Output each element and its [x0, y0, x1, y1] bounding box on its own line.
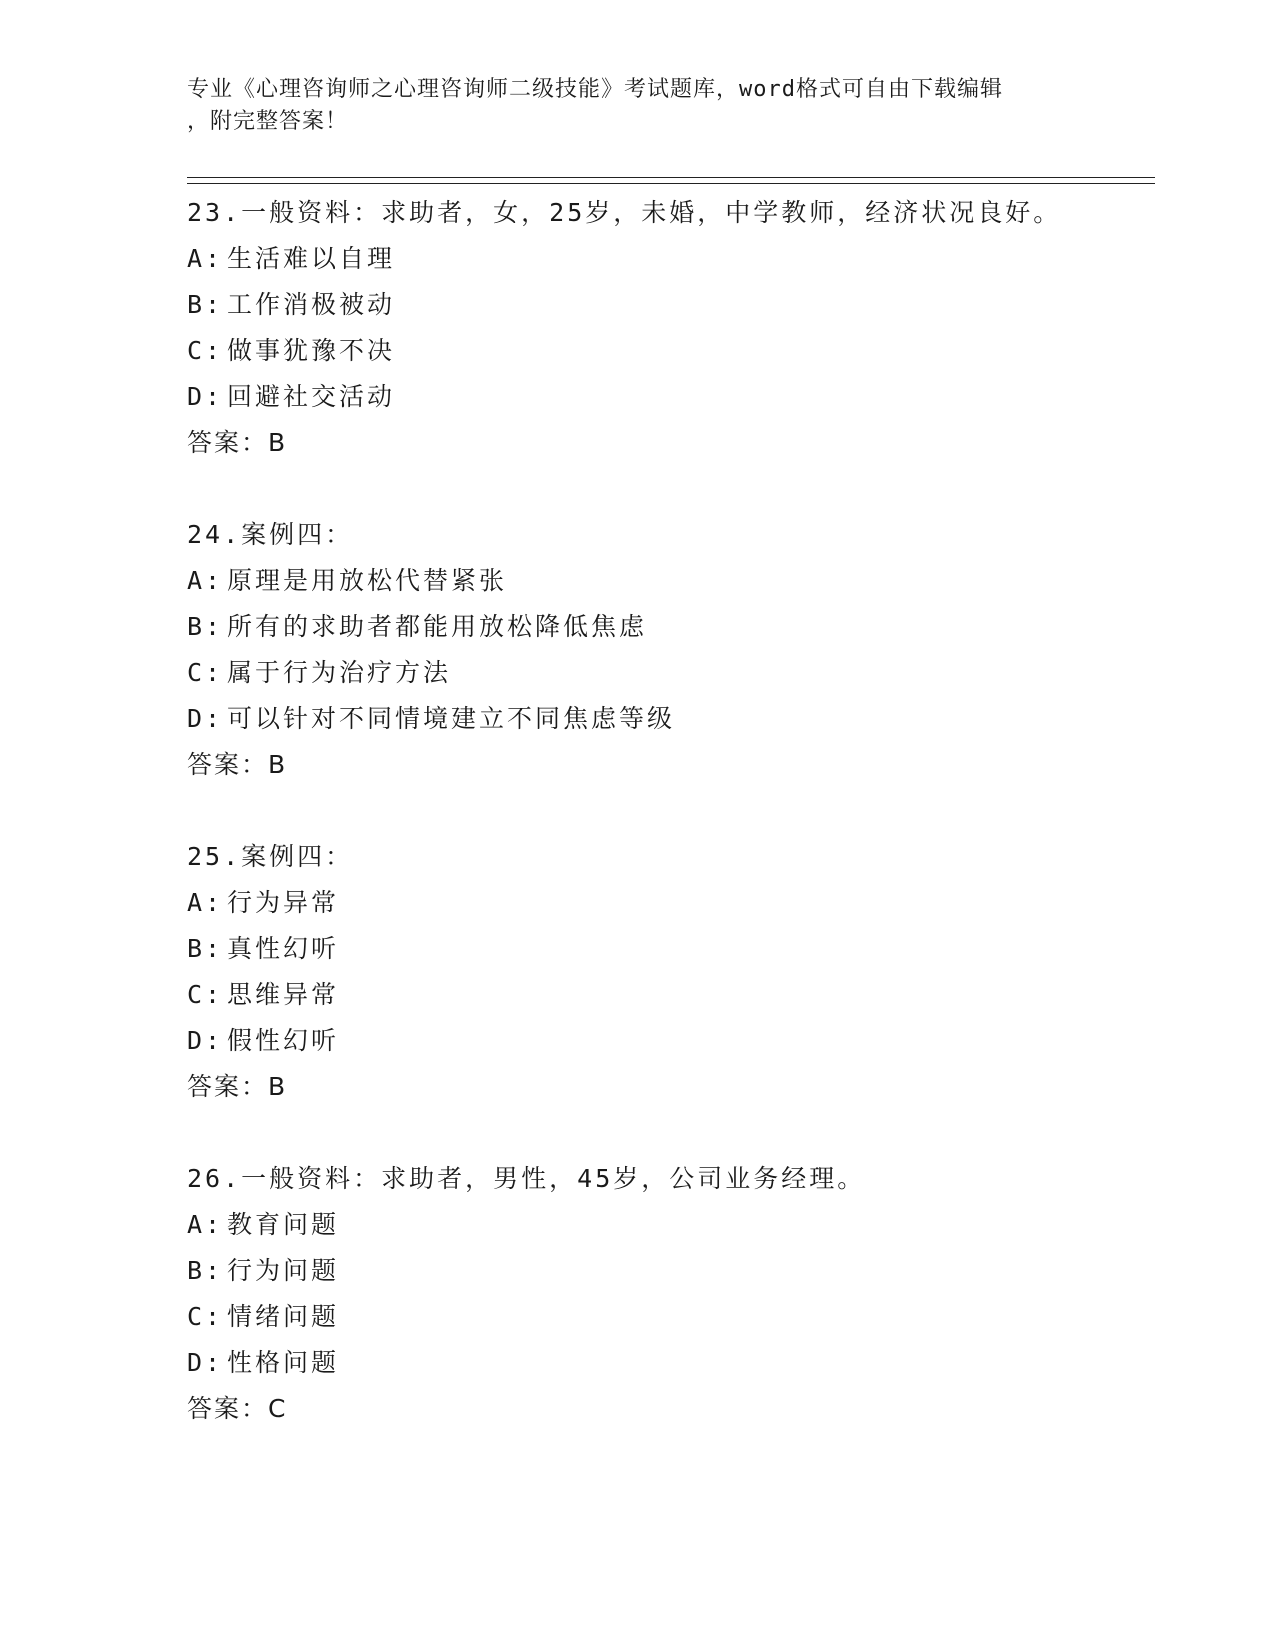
option-letter: A: — [187, 244, 224, 273]
header-divider-bottom — [187, 183, 1155, 184]
option-text: 行为问题 — [227, 1256, 340, 1285]
option-letter: C: — [187, 658, 224, 687]
option-a — [187, 558, 1147, 604]
question-item — [187, 512, 1147, 788]
document-header — [187, 74, 1077, 138]
question-item — [187, 834, 1147, 1110]
option-text: 行为异常 — [227, 888, 340, 917]
option-text: 可以针对不同情境建立不同焦虑等级 — [227, 704, 676, 733]
option-letter: A: — [187, 566, 224, 595]
header-line-1: 专业《心理咨询师之心理咨询师二级技能》考试题库，word格式可自由下载编辑 — [187, 77, 1003, 102]
option-text: 做事犹豫不决 — [227, 336, 396, 365]
option-letter: A: — [187, 1210, 224, 1239]
header-divider-top — [187, 177, 1155, 178]
option-text: 情绪问题 — [227, 1302, 340, 1331]
option-a — [187, 236, 1147, 282]
option-text: 真性幻听 — [227, 934, 340, 963]
option-b — [187, 604, 1147, 650]
option-c — [187, 328, 1147, 374]
question-list — [187, 190, 1147, 1478]
option-letter: D: — [187, 1026, 224, 1055]
option-letter: D: — [187, 382, 224, 411]
option-text: 回避社交活动 — [227, 382, 396, 411]
answer-text: 答案：B — [187, 428, 288, 457]
option-letter: D: — [187, 1348, 224, 1377]
question-stem: 25.案例四： — [187, 842, 354, 871]
option-text: 教育问题 — [227, 1210, 340, 1239]
option-letter: C: — [187, 1302, 224, 1331]
option-c — [187, 972, 1147, 1018]
option-d — [187, 1018, 1147, 1064]
option-letter: D: — [187, 704, 224, 733]
option-letter: C: — [187, 980, 224, 1009]
option-letter: A: — [187, 888, 224, 917]
option-d — [187, 696, 1147, 742]
option-b — [187, 926, 1147, 972]
option-a — [187, 1202, 1147, 1248]
answer-text: 答案：C — [187, 1394, 288, 1423]
option-letter: B: — [187, 612, 224, 641]
option-text: 假性幻听 — [227, 1026, 340, 1055]
option-b — [187, 1248, 1147, 1294]
option-letter: C: — [187, 336, 224, 365]
question-stem: 26.一般资料：求助者，男性，45岁，公司业务经理。 — [187, 1164, 866, 1193]
answer-text: 答案：B — [187, 1072, 288, 1101]
option-b — [187, 282, 1147, 328]
header-line-2: ，附完整答案！ — [187, 109, 349, 134]
answer-text: 答案：B — [187, 750, 288, 779]
question-item — [187, 1156, 1147, 1432]
option-letter: B: — [187, 1256, 224, 1285]
question-stem: 23.一般资料：求助者，女，25岁，未婚，中学教师，经济状况良好。 — [187, 198, 1062, 227]
option-d — [187, 374, 1147, 420]
option-text: 生活难以自理 — [227, 244, 396, 273]
option-text: 原理是用放松代替紧张 — [227, 566, 508, 595]
question-stem: 24.案例四： — [187, 520, 354, 549]
option-letter: B: — [187, 290, 224, 319]
option-text: 工作消极被动 — [227, 290, 396, 319]
option-text: 思维异常 — [227, 980, 340, 1009]
question-item — [187, 190, 1147, 466]
option-d — [187, 1340, 1147, 1386]
option-letter: B: — [187, 934, 224, 963]
option-text: 所有的求助者都能用放松降低焦虑 — [227, 612, 648, 641]
option-text: 性格问题 — [227, 1348, 340, 1377]
option-a — [187, 880, 1147, 926]
option-text: 属于行为治疗方法 — [227, 658, 452, 687]
option-c — [187, 1294, 1147, 1340]
option-c — [187, 650, 1147, 696]
